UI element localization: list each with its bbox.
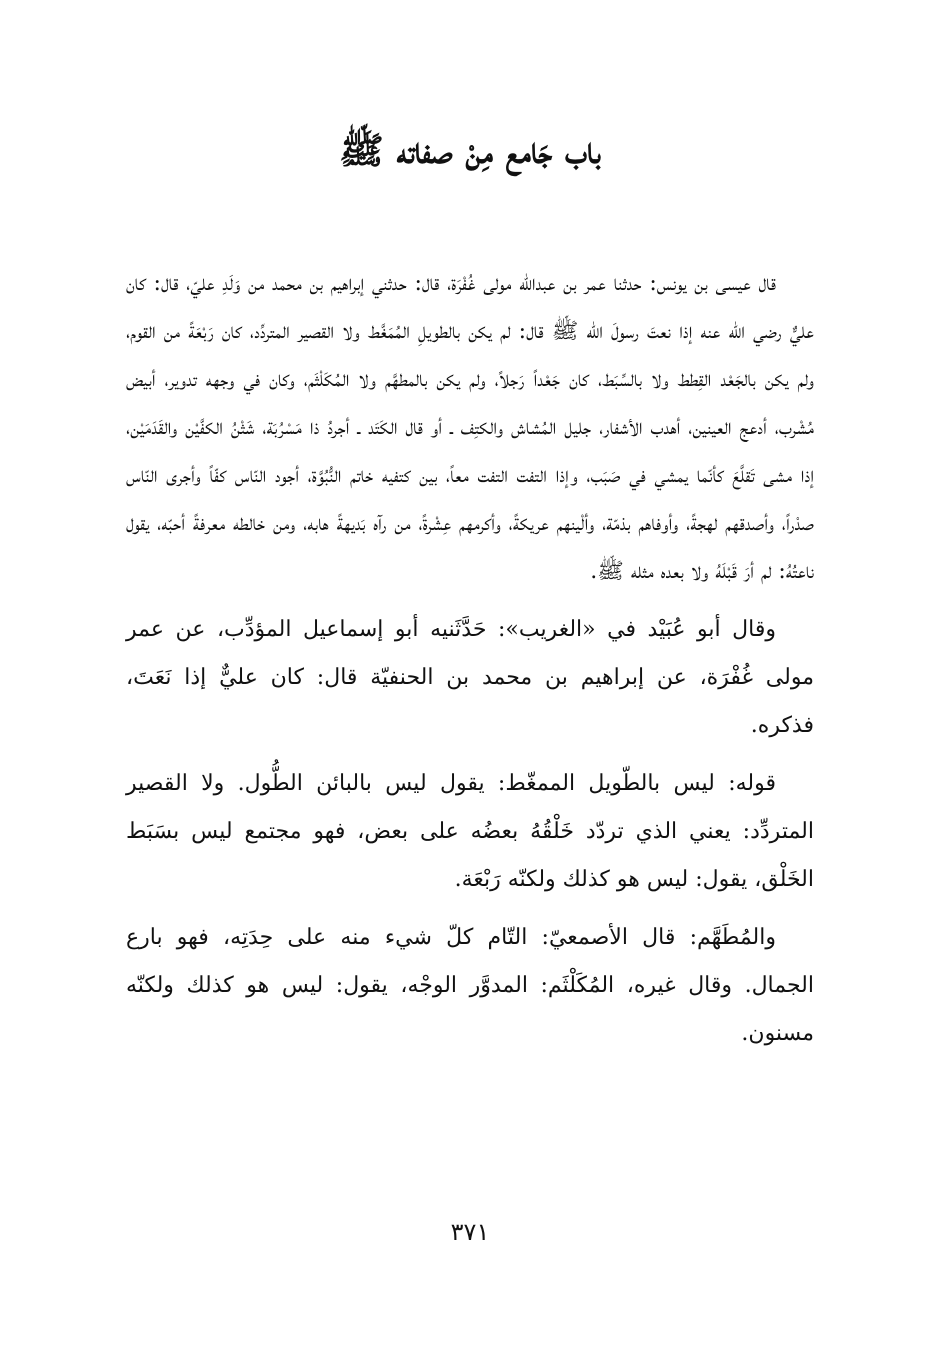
paragraph-3: قوله: ليس بالطّويل الممغّط: يقول ليس بالبائن الطُّول. ولا القصير المتردِّد: يعني الذي تردّد خَلْقُهُ بعضُه على بعض، فهو مجتمع ليس بسَبَط الخَلْق، يقول: ليس هو كذلك ولكنّه رَبْعَة. xyxy=(126,771,814,892)
paragraph-2: وقال أبو عُبَيْد في «الغريب»: حَدَّثَنيه أبو إسماعيل المؤدِّب، عن عمر مولى غُفْرَة، عن إبراهيم بن محمد بن الحنفيّة قال: كان عليٌّ إذا نَعَتَ، فذكره. xyxy=(126,617,814,738)
paragraph-4: والمُطَهَّم: قال الأصمعيّ: التّام كلّ شيء منه على حِدَتِه، فهو بارع الجمال. وقال غيره، المُكَلْثَم: المدوَّر الوجْه، يقول: ليس هو كذلك ولكنّه مسنون. xyxy=(126,925,814,1046)
page-number: ٣٧١ xyxy=(450,1218,490,1246)
paragraph-1: قال عيسى بن يونس: حدثنا عمر بن عبدالله مولى غُفْرَة، قال: حدثني إبراهيم بن محمد من وَلَدِ عليّ، قال: كان عليٌّ رضي الله عنه إذا نعتَ رسولَ الله ﷺ قال: لم يكن بالطويلِ المُمَغَّط ولا القصير المتردِّد، كان رَبْعَةً من القوم، ولم يكن بالجَعْد القِطط ولا بالسِّبَط، كان جَعْداً رَجلاً، ولم يكن بالمطهَّم ولا المُكَلْثَم، وكان في وجهه تدوير، أبيض مُشْرب، أدعج العينين، أهدب الأشفار، جليل المُشاش والكتِف ـ أو قال الكَتَد ـ أجردُ ذا مَسْرُبَة، شَثْنُ الكفَّيْن والقَدَمَيْن، إذا مشى تَقلَّعَ كأنّما يمشي في صَبَب، وإذا التفت التفت معاً، بين كتفيه خاتم النُّبُوَّة، أجود النّاس كفّاً وأجرى النّاس صدْراً، وأصدقهم لهجةً، وأوفاهم بذمّة، وألْينهم عريكةً، وأكرمهم عِشْرةً، من رآه بَديهةً هابه، ومن خالطه معرفةً أحبّه، يقول ناعتُهُ: لم أرَ قَبْلَهُ ولا بعده مثله ﷺ. xyxy=(126,271,814,584)
chapter-title: باب جَامع مِنْ صفاته ﷺ xyxy=(339,128,601,172)
chapter-body xyxy=(126,260,814,1068)
